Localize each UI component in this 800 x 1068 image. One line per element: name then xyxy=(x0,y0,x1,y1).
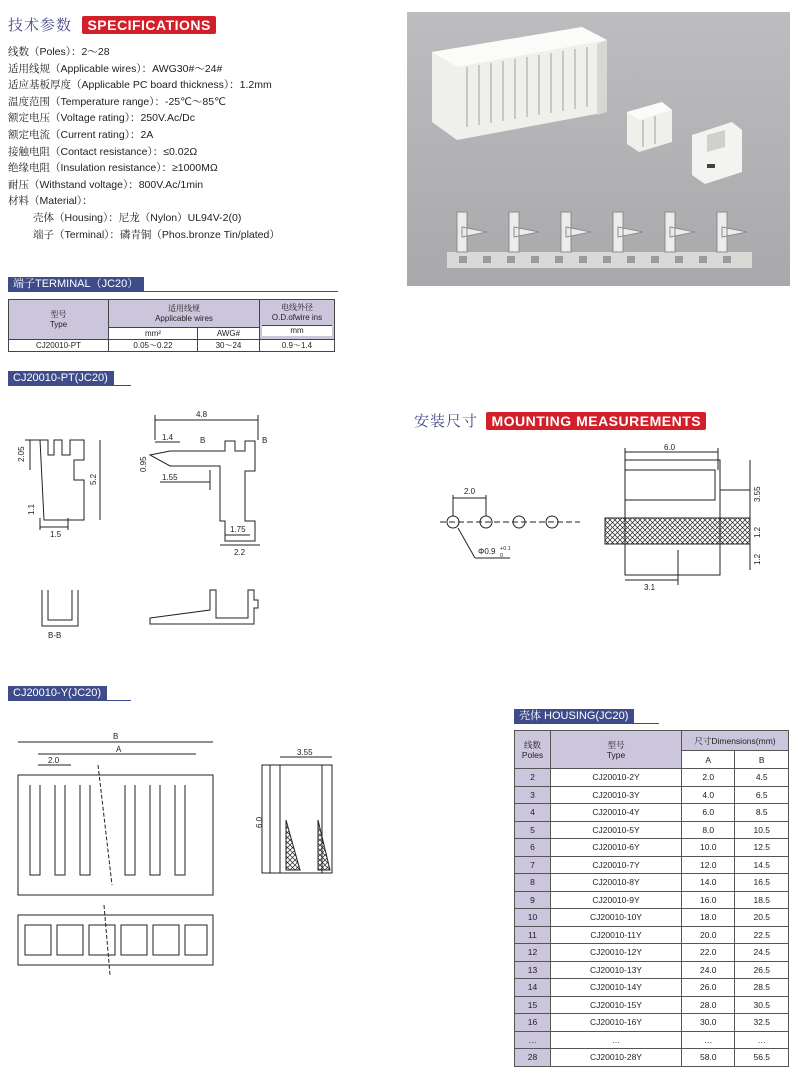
cell-a: 30.0 xyxy=(682,1014,735,1032)
cell-a: 6.0 xyxy=(682,804,735,822)
th-type-cn: 型号 xyxy=(607,739,625,750)
label-b-right: B xyxy=(262,436,268,445)
mounting-header xyxy=(414,410,706,431)
cell-poles: 12 xyxy=(515,944,551,962)
mount-dim-60: 6.0 xyxy=(664,443,676,452)
cell-poles: 11 xyxy=(515,926,551,944)
cell-type: CJ20010-16Y xyxy=(551,1014,682,1032)
spec-line: 额定电压（Voltage rating）：250V.Ac/Dc xyxy=(8,112,195,125)
cell-type: CJ20010-11Y xyxy=(551,926,682,944)
mount-tol-zero: 0 xyxy=(500,553,504,559)
cell-a: 4.0 xyxy=(682,786,735,804)
spec-line: 壳体（Housing）：尼龙（Nylon）UL94V-2(0) xyxy=(33,211,242,224)
cell-type: … xyxy=(551,1031,682,1049)
th-a: A xyxy=(682,751,735,769)
mount-dim-355: 3.55 xyxy=(753,486,762,502)
cell-poles: 6 xyxy=(515,839,551,857)
cell-a: 18.0 xyxy=(682,909,735,927)
pt-section-bar xyxy=(8,371,131,386)
y-dim-20: 2.0 xyxy=(48,756,60,765)
cell-a: 20.0 xyxy=(682,926,735,944)
cell-poles: 8 xyxy=(515,874,551,892)
mount-dim-12a: 1.2 xyxy=(753,526,762,538)
dim-205: 2.05 xyxy=(17,446,26,462)
cell-a: 22.0 xyxy=(682,944,735,962)
pt-section-title: CJ20010-PT(JC20) xyxy=(8,371,114,385)
specs-header xyxy=(8,14,216,35)
cell-poles: 9 xyxy=(515,891,551,909)
th-od-en: O.D.ofwire ins xyxy=(271,313,323,322)
mount-dim-31: 3.1 xyxy=(644,583,656,592)
cell-type: CJ20010-8Y xyxy=(551,874,682,892)
table-row xyxy=(9,340,335,352)
cell-type: CJ20010-28Y xyxy=(551,1049,682,1067)
housing-body xyxy=(515,769,789,1067)
th-wires-en: Applicable wires xyxy=(155,313,213,323)
table-row xyxy=(515,1014,789,1032)
th-wires xyxy=(109,300,260,328)
y-side-hatch-b xyxy=(318,820,330,870)
th-dims: 尺寸Dimensions(mm) xyxy=(682,731,789,751)
spec-line: 耐压（Withstand voltage）：800V.Ac/1min xyxy=(8,178,204,191)
bottom-side-outline xyxy=(150,590,258,624)
dim-11: 1.1 xyxy=(27,503,36,515)
dim-15: 1.5 xyxy=(50,530,62,539)
dim-52: 5.2 xyxy=(89,473,98,485)
y-dim-a: A xyxy=(116,745,122,754)
pcb-hatch xyxy=(605,518,750,544)
housing-section-title: 壳体 HOUSING(JC20) xyxy=(514,709,634,723)
mounting-drawing xyxy=(420,440,790,600)
cell-b: 8.5 xyxy=(735,804,789,822)
th-mm2: mm² xyxy=(109,328,198,340)
label-b-left: B xyxy=(200,436,206,445)
cell-poles: 16 xyxy=(515,1014,551,1032)
dim-14: 1.4 xyxy=(162,433,174,442)
cell-b: 14.5 xyxy=(735,856,789,874)
specs-title-en: SPECIFICATIONS xyxy=(82,16,215,34)
spec-line: 适用线规（Applicable wires）：AWG30#～24# xyxy=(8,62,223,75)
cell-b: 12.5 xyxy=(735,839,789,857)
th-awg: AWG# xyxy=(197,328,259,340)
cell-poles: 5 xyxy=(515,821,551,839)
cell-type: CJ20010-5Y xyxy=(551,821,682,839)
cell-b: 28.5 xyxy=(735,979,789,997)
table-row xyxy=(515,891,789,909)
y-dim-355: 3.55 xyxy=(297,748,313,757)
specs-list xyxy=(8,44,280,243)
table-row xyxy=(515,804,789,822)
spec-line: 温度范围（Temperature range）：-25℃～85℃ xyxy=(8,95,226,108)
cell-od: 0.9～1.4 xyxy=(260,340,335,352)
table-row xyxy=(515,944,789,962)
cell-poles: … xyxy=(515,1031,551,1049)
y-section-title: CJ20010-Y(JC20) xyxy=(8,686,107,700)
spec-line: 线数（Poles）：2～28 xyxy=(8,46,110,58)
th-od-cn: 电线外径 xyxy=(281,303,313,312)
cell-poles: 14 xyxy=(515,979,551,997)
table-row xyxy=(515,909,789,927)
cell-a: 10.0 xyxy=(682,839,735,857)
cell-awg: 30～24 xyxy=(197,340,259,352)
mounting-title-cn: 安装尺寸 xyxy=(414,413,479,430)
table-row xyxy=(515,1049,789,1067)
th-type-en: Type xyxy=(49,319,68,329)
cell-b: 16.5 xyxy=(735,874,789,892)
cell-type: CJ20010-14Y xyxy=(551,979,682,997)
mount-dim-12b: 1.2 xyxy=(753,553,762,565)
spec-line: 适应基板厚度（Applicable PC board thickness）：1.2mm xyxy=(8,79,272,92)
cell-type: CJ20010-12Y xyxy=(551,944,682,962)
terminal-section-title: 端子TERMINAL（JC20） xyxy=(8,277,144,291)
cell-type: CJ20010-2Y xyxy=(551,769,682,787)
specs-title-cn: 技术参数 xyxy=(8,17,73,34)
table-row xyxy=(515,979,789,997)
cell-type: CJ20010-13Y xyxy=(551,961,682,979)
cell-a: 26.0 xyxy=(682,979,735,997)
housing-table xyxy=(514,730,789,1067)
cell-poles: 4 xyxy=(515,804,551,822)
front-view-outline xyxy=(40,440,84,520)
y-dim-60: 6.0 xyxy=(255,816,264,828)
cell-a: 14.0 xyxy=(682,874,735,892)
cell-a: 24.0 xyxy=(682,961,735,979)
table-row xyxy=(515,926,789,944)
cell-b: 32.5 xyxy=(735,1014,789,1032)
y-housing-drawing xyxy=(0,725,380,985)
spec-line: 接触电阻（Contact resistance）：≤0.02Ω xyxy=(8,145,198,158)
cell-b: 4.5 xyxy=(735,769,789,787)
y-top-outline xyxy=(18,775,213,895)
table-row xyxy=(515,786,789,804)
mounting-title-en: MOUNTING MEASUREMENTS xyxy=(486,412,706,430)
spec-line: 材料（Material）： xyxy=(8,195,93,208)
th-poles-en: Poles xyxy=(521,749,544,760)
cell-poles: 15 xyxy=(515,996,551,1014)
table-row xyxy=(515,961,789,979)
cell-type: CJ20010-PT xyxy=(9,340,109,352)
dim-095: 0.95 xyxy=(139,456,148,472)
th-type-cn: 型号 xyxy=(50,309,67,319)
th-poles xyxy=(515,731,551,769)
dim-22: 2.2 xyxy=(234,548,246,557)
cell-type: CJ20010-10Y xyxy=(551,909,682,927)
cell-poles: 7 xyxy=(515,856,551,874)
cell-b: 20.5 xyxy=(735,909,789,927)
cell-poles: 28 xyxy=(515,1049,551,1067)
th-b: B xyxy=(735,751,789,769)
th-type xyxy=(551,731,682,769)
cell-type: CJ20010-6Y xyxy=(551,839,682,857)
y-dim-b: B xyxy=(113,732,119,741)
dim-175: 1.75 xyxy=(230,525,246,534)
cell-a: 28.0 xyxy=(682,996,735,1014)
th-type xyxy=(9,300,109,340)
dim-48: 4.8 xyxy=(196,410,208,419)
cell-b: 56.5 xyxy=(735,1049,789,1067)
spec-line: 端子（Terminal）：磷青铜（Phos.bronze Tin/plated） xyxy=(33,228,280,241)
cell-b: 6.5 xyxy=(735,786,789,804)
table-row xyxy=(515,769,789,787)
label-bb: B-B xyxy=(48,631,62,640)
th-od-unit: mm xyxy=(262,325,332,336)
mount-dim-20: 2.0 xyxy=(464,487,476,496)
table-row xyxy=(515,1031,789,1049)
table-row xyxy=(515,856,789,874)
spec-line: 额定电流（Current rating）：2A xyxy=(8,128,154,141)
connector-photo-illustration xyxy=(407,12,790,286)
th-wires-cn: 适用线规 xyxy=(168,303,200,313)
cell-b: 22.5 xyxy=(735,926,789,944)
cell-a: 8.0 xyxy=(682,821,735,839)
pt-terminal-drawing xyxy=(0,400,380,640)
cell-type: CJ20010-3Y xyxy=(551,786,682,804)
cell-type: CJ20010-15Y xyxy=(551,996,682,1014)
th-od xyxy=(260,300,335,340)
cell-type: CJ20010-7Y xyxy=(551,856,682,874)
mount-tol-plus: +0.1 xyxy=(500,546,511,552)
terminal-section-bar xyxy=(8,277,338,292)
cell-poles: 13 xyxy=(515,961,551,979)
mount-hole: Φ0.9 xyxy=(478,547,496,556)
y-section-bar xyxy=(8,686,131,701)
cell-type: CJ20010-9Y xyxy=(551,891,682,909)
product-photo xyxy=(407,12,790,286)
cell-a: 12.0 xyxy=(682,856,735,874)
cell-a: 2.0 xyxy=(682,769,735,787)
cell-b: … xyxy=(735,1031,789,1049)
cell-a: … xyxy=(682,1031,735,1049)
bb-section-outline xyxy=(42,590,78,626)
cell-poles: 3 xyxy=(515,786,551,804)
th-type-en: Type xyxy=(606,749,626,760)
cell-mm2: 0.05～0.22 xyxy=(109,340,198,352)
housing-section-bar xyxy=(514,709,659,724)
cell-b: 26.5 xyxy=(735,961,789,979)
cell-a: 16.0 xyxy=(682,891,735,909)
cell-poles: 10 xyxy=(515,909,551,927)
cell-type: CJ20010-4Y xyxy=(551,804,682,822)
table-row xyxy=(515,821,789,839)
table-row xyxy=(515,874,789,892)
cell-b: 30.5 xyxy=(735,996,789,1014)
cell-b: 10.5 xyxy=(735,821,789,839)
table-row xyxy=(515,996,789,1014)
cell-b: 24.5 xyxy=(735,944,789,962)
cell-b: 18.5 xyxy=(735,891,789,909)
cell-a: 58.0 xyxy=(682,1049,735,1067)
table-row xyxy=(515,839,789,857)
spec-line: 绝缘电阻（Insulation resistance）：≥1000MΩ xyxy=(8,162,218,175)
cell-poles: 2 xyxy=(515,769,551,787)
th-poles-cn: 线数 xyxy=(523,739,541,750)
terminal-table xyxy=(8,299,335,352)
y-side-hatch-a xyxy=(286,820,300,870)
dim-155: 1.55 xyxy=(162,473,178,482)
